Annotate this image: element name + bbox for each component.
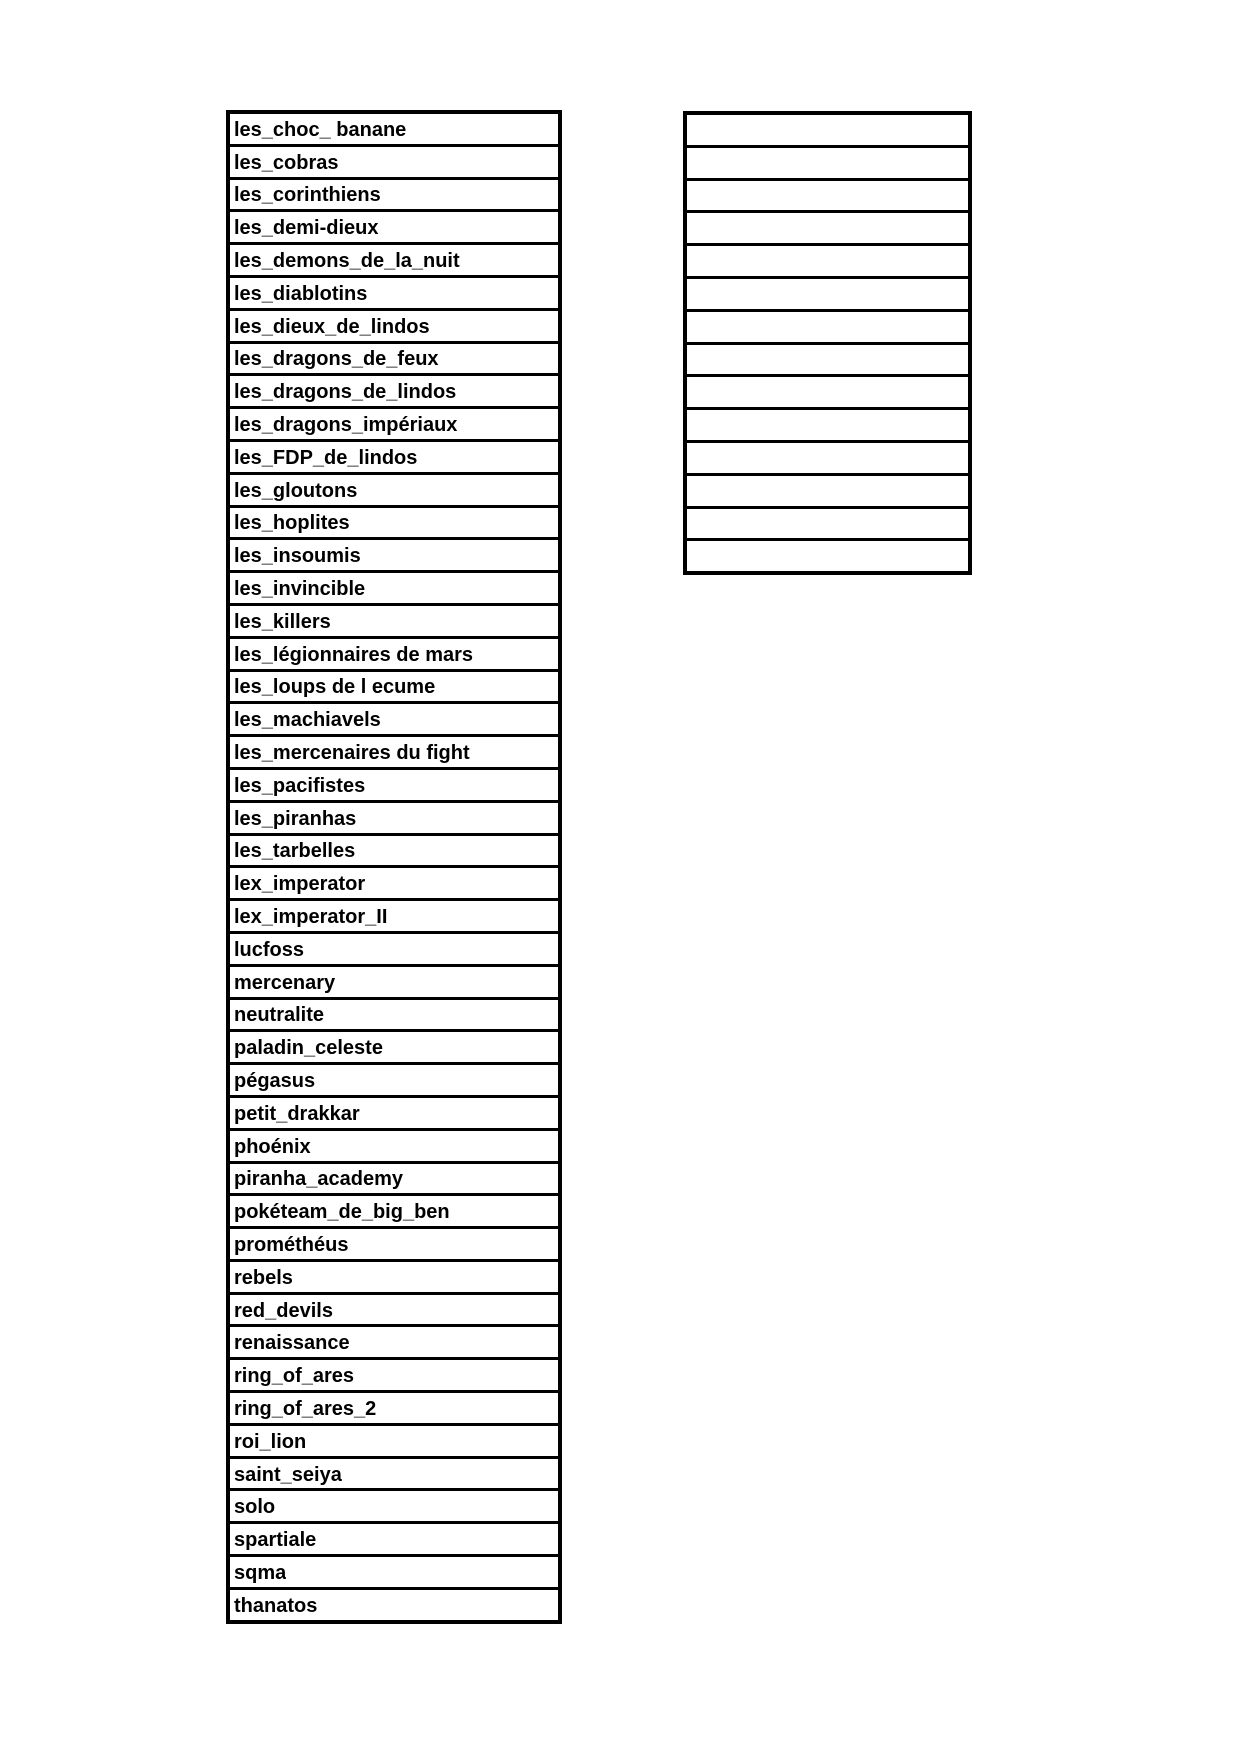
table-cell <box>687 194 691 196</box>
table-cell: saint_seiya <box>234 1463 342 1485</box>
table-cell: les_dieux_de_lindos <box>234 315 430 337</box>
table-row <box>687 342 968 375</box>
table-row <box>230 144 558 177</box>
table-row <box>230 1554 558 1587</box>
table-row <box>230 1161 558 1194</box>
table-row <box>230 669 558 702</box>
table-cell: les_FDP_de_lindos <box>234 446 418 468</box>
table-row <box>230 439 558 472</box>
table-cell: phoénix <box>234 1135 311 1157</box>
table-cell: les_pacifistes <box>234 774 366 796</box>
table-cell: les_gloutons <box>234 479 358 501</box>
table-cell: prométhéus <box>234 1233 349 1255</box>
table-row <box>230 537 558 570</box>
table-cell <box>687 162 691 164</box>
table-row <box>230 734 558 767</box>
table-row <box>230 800 558 833</box>
table-cell: sqma <box>234 1561 287 1583</box>
table-cell: ring_of_ares <box>234 1365 355 1387</box>
table-cell: les_demi-dieux <box>234 217 379 239</box>
table-row <box>230 1587 558 1620</box>
table-row <box>230 341 558 374</box>
table-row <box>230 1226 558 1259</box>
team-names-table <box>226 110 562 1624</box>
table-row <box>230 767 558 800</box>
table-row <box>230 1488 558 1521</box>
table-cell: les_diablotins <box>234 282 368 304</box>
table-cell <box>687 555 691 557</box>
table-row <box>230 275 558 308</box>
table-cell: les_légionnaires de mars <box>234 643 474 665</box>
table-row <box>687 538 968 571</box>
table-row <box>687 210 968 243</box>
table-row <box>230 373 558 406</box>
table-cell: les_corinthiens <box>234 184 381 206</box>
table-row <box>687 440 968 473</box>
table-row <box>230 1193 558 1226</box>
table-row <box>230 833 558 866</box>
table-cell: les_loups de l ecume <box>234 676 436 698</box>
table-cell: spartiale <box>234 1529 317 1551</box>
table-cell: les_insoumis <box>234 545 361 567</box>
table-row <box>687 506 968 539</box>
table-row <box>687 407 968 440</box>
table-row <box>230 1423 558 1456</box>
table-row <box>230 406 558 439</box>
table-cell: les_piranhas <box>234 807 357 829</box>
table-cell: les_tarbelles <box>234 840 356 862</box>
table-cell: pokéteam_de_big_ben <box>234 1201 450 1223</box>
table-row <box>230 177 558 210</box>
table-row <box>230 1324 558 1357</box>
table-cell <box>687 358 691 360</box>
table-cell: thanatos <box>234 1594 318 1616</box>
table-cell: petit_drakkar <box>234 1102 360 1124</box>
table-row <box>230 1095 558 1128</box>
table-row <box>230 505 558 538</box>
table-row <box>230 1062 558 1095</box>
table-cell: renaissance <box>234 1332 350 1354</box>
table-row <box>230 1128 558 1161</box>
table-cell: piranha_academy <box>234 1168 403 1190</box>
table-row <box>687 145 968 178</box>
table-cell: lex_imperator <box>234 873 366 895</box>
table-row <box>230 242 558 275</box>
table-cell: pégasus <box>234 1070 316 1091</box>
table-row <box>230 1521 558 1554</box>
table-cell <box>687 326 691 328</box>
table-row <box>230 964 558 997</box>
table-cell <box>687 293 691 295</box>
table-row <box>230 1357 558 1390</box>
table-row <box>230 1456 558 1489</box>
table-cell: paladin_celeste <box>234 1037 383 1059</box>
table-cell <box>687 424 691 426</box>
table-row <box>230 1292 558 1325</box>
table-cell <box>687 457 691 459</box>
table-cell: les_invincible <box>234 578 366 600</box>
table-cell <box>687 260 691 262</box>
table-cell: les_machiavels <box>234 709 381 731</box>
table-row <box>687 178 968 211</box>
table-cell: les_choc_ banane <box>234 118 407 140</box>
table-row <box>230 114 558 144</box>
table-row <box>230 1259 558 1292</box>
table-cell: lex_imperator_II <box>234 906 388 928</box>
table-row <box>687 309 968 342</box>
table-cell <box>687 522 691 524</box>
table-row <box>230 308 558 341</box>
table-cell: les_hoplites <box>234 512 350 534</box>
table-row <box>230 570 558 603</box>
table-cell <box>687 490 691 492</box>
table-cell: mercenary <box>234 971 336 993</box>
table-row <box>230 701 558 734</box>
table-cell: les_killers <box>234 610 331 632</box>
table-cell: les_dragons_de_lindos <box>234 381 457 403</box>
table-cell: les_dragons_de_feux <box>234 348 439 370</box>
empty-table <box>683 111 972 575</box>
table-cell: ring_of_ares_2 <box>234 1397 377 1419</box>
table-cell: les_cobras <box>234 151 339 173</box>
table-cell: red_devils <box>234 1299 333 1321</box>
table-row <box>230 209 558 242</box>
table-cell: rebels <box>234 1266 293 1288</box>
table-cell: les_mercenaires du fight <box>234 742 470 764</box>
table-row <box>230 1390 558 1423</box>
table-row <box>687 243 968 276</box>
table-row <box>230 898 558 931</box>
table-row <box>230 865 558 898</box>
table-cell: les_demons_de_la_nuit <box>234 250 460 272</box>
table-row <box>230 931 558 964</box>
table-cell <box>687 129 691 131</box>
table-cell <box>687 227 691 229</box>
table-row <box>687 115 968 145</box>
table-cell: solo <box>234 1496 276 1518</box>
table-row <box>687 473 968 506</box>
table-cell: lucfoss <box>234 938 305 960</box>
table-row <box>687 276 968 309</box>
table-row <box>230 997 558 1030</box>
table-row <box>230 603 558 636</box>
table-row <box>230 472 558 505</box>
table-cell <box>687 391 691 393</box>
table-cell: neutralite <box>234 1004 325 1026</box>
table-row <box>230 1029 558 1062</box>
table-row <box>230 636 558 669</box>
table-row <box>687 374 968 407</box>
table-cell: roi_lion <box>234 1430 307 1452</box>
table-cell: les_dragons_impériaux <box>234 414 458 436</box>
